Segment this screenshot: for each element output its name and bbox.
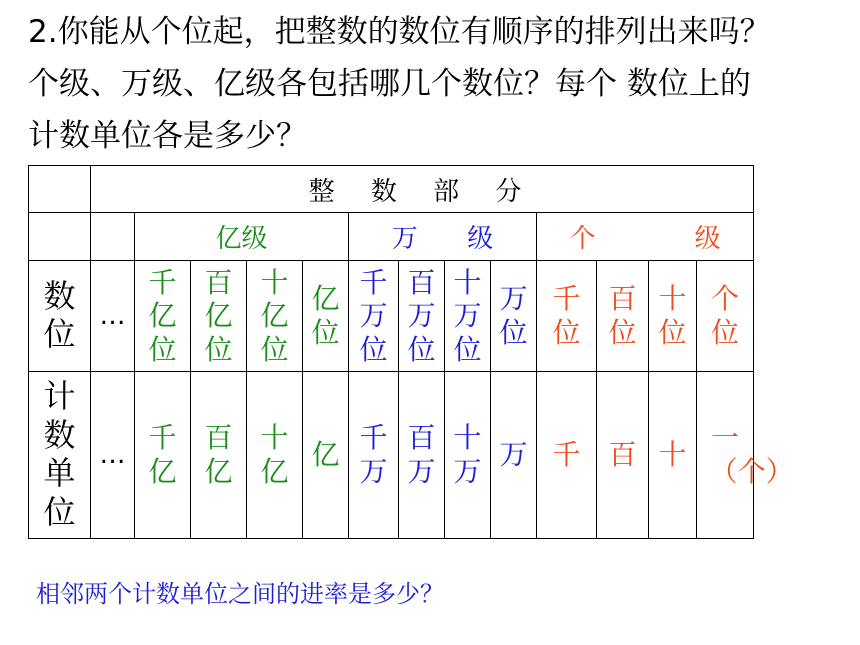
- followup-question: 相邻两个计数单位之间的进率是多少？: [36, 580, 444, 608]
- unit-ellipsis: …: [91, 372, 135, 539]
- unit-cell: 百亿: [191, 372, 247, 539]
- level-yi: 亿级: [135, 213, 349, 261]
- place-cell: 千亿位: [135, 261, 191, 372]
- place-cell: 十位: [649, 261, 697, 372]
- question-text: [28, 6, 848, 162]
- unit-cell: 一（个）: [697, 372, 754, 539]
- place-ellipsis: …: [91, 261, 135, 372]
- place-cell: 千万位: [349, 261, 399, 372]
- unit-cell: 十: [649, 372, 697, 539]
- place-cell: 百位: [597, 261, 649, 372]
- question-line-1: 2.你能从个位起，把整数的数位有顺序的排列出来吗？: [28, 14, 771, 50]
- unit-cell: 千亿: [135, 372, 191, 539]
- row-label-unit: 计数单位: [29, 372, 91, 539]
- row-label-place: 数位: [29, 261, 91, 372]
- unit-cell: 千: [537, 372, 597, 539]
- place-cell: 十亿位: [247, 261, 303, 372]
- place-cell: 千位: [537, 261, 597, 372]
- unit-cell: 十万: [445, 372, 491, 539]
- unit-cell: 万: [491, 372, 537, 539]
- place-value-table: [28, 165, 794, 539]
- unit-cell: 百万: [399, 372, 445, 539]
- place-cell: 百亿位: [191, 261, 247, 372]
- place-cell: 亿位: [303, 261, 349, 372]
- question-line-2: 个级、万级、亿级各包括哪几个数位？每个 数位上的: [28, 66, 751, 102]
- level-wan: 万 级: [349, 213, 537, 261]
- place-cell: 个位: [697, 261, 754, 372]
- place-cell: 十万位: [445, 261, 491, 372]
- place-cell: 万位: [491, 261, 537, 372]
- unit-cell: 百: [597, 372, 649, 539]
- corner-cell-2: [29, 213, 91, 261]
- unit-cell: 亿: [303, 372, 349, 539]
- unit-cell: 千万: [349, 372, 399, 539]
- corner-cell: [29, 166, 91, 213]
- level-ge: 个 级: [537, 213, 754, 261]
- whole-number-part-title: 整 数 部 分: [91, 166, 754, 213]
- ellipsis-level-cell: [91, 213, 135, 261]
- unit-cell: 十亿: [247, 372, 303, 539]
- place-cell: 百万位: [399, 261, 445, 372]
- question-line-3: 计数单位各是多少？: [28, 118, 307, 154]
